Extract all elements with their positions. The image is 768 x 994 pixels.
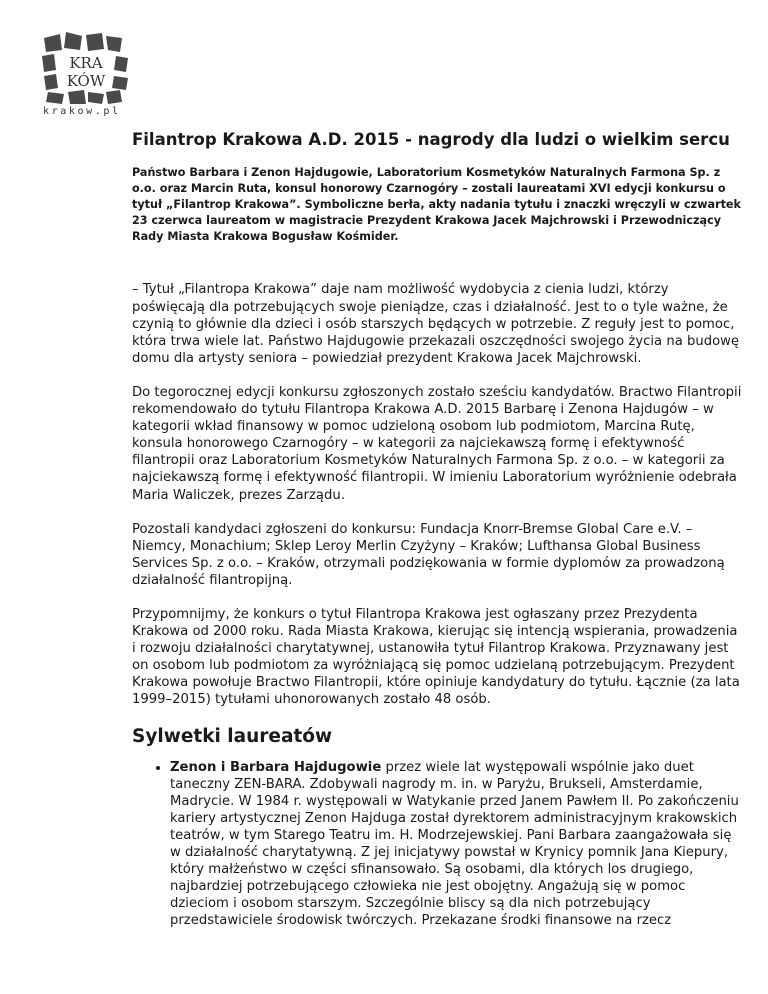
paragraph-1: – Tytuł „Filantropa Krakowa” daje nam możliwość wydobycia z cienia ludzi, którzy poświęcają dla potrzebujących swoje pieniądze, czas i działalność. Jest to o tyle ważne, że czynią to głównie dla dzieci i osób starszych będących w potrzebie. Z reguły jest to pomoc, która trwa wiele lat. Państwo Hajdugowie przekazali oszczędności swojego życia na budowę domu dla artysty seniora – powiedział prezydent Krakowa Jacek Majchrowski.: [132, 282, 740, 366]
article: [132, 130, 744, 929]
article-lead: Państwo Barbara i Zenon Hajdugowie, Laboratorium Kosmetyków Naturalnych Farmona Sp. z o.o. oraz Marcin Ruta, konsul honorowy Czarnogóry – zostali laureatami XVI edycji konkursu o tytuł „Filantrop Krakowa”. Symboliczne berła, akty nadania tytułu i znaczki wręczyli w czwartek 23 czerwca laureatom w magistracie Prezydent Krakowa Jacek Majchrowski i Przewodniczący Rady Miasta Krakowa Bogusław Kośmider.: [132, 166, 741, 244]
logo-line-1: KRA: [69, 54, 103, 72]
paragraph-3: Pozostali kandydaci zgłoszeni do konkursu: Fundacja Knorr-Bremse Global Care e.V. – Niemcy, Monachium; Sklep Leroy Merlin Czyżyny – Kraków; Lufthansa Global Business Services Sp. z o.o. – Kraków, otrzymali podziękowania w formie dyplomów za prowadzoną działalność filantropijną.: [132, 521, 725, 588]
laureate-text: przez wiele lat występowali wspólnie jako duet taneczny ZEN-BARA. Zdobywali nagrody m. in. w Paryżu, Brukseli, Amsterdamie, Madrycie. W 1984 r. występowali w Watykanie przed Janem Pawłem II. Po zakończeniu kariery artystycznej Zenon Hajduga został dyrektorem administracyjnym krakowskich teatrów, w tym Starego Teatru im. H. Modrzejewskiej. Pani Barbara zaangażowała się w działalność charytatywną. Z jej inicjatywy powstał w Krynicy pomnik Jana Kiepury, który małżeństwo w części sfinansowało. Są osobami, dla których los drugiego, najbardziej potrzebującego człowieka nie jest obojętny. Angażują się w pomoc dzieciom i osobom starszym. Szczególnie bliscy są dla nich potrzebujący przedstawiciele środowisk twórczych. Przekazane środki finansowe na rzecz: [170, 759, 739, 929]
section-heading: Sylwetki laureatów: [132, 725, 333, 747]
laureates-list: [132, 759, 744, 930]
paragraph-2: Do tegorocznej edycji konkursu zgłoszonych zostało sześciu kandydatów. Bractwo Filantropii rekomendowało do tytułu Filantropa Krakowa A.D. 2015 Barbarę i Zenona Hajdugów – w kategorii wkład finansowy w pomoc udzieloną osobom lub podmiotom, Marcina Rutę, konsula honorowego Czarnogóry – w kategorii za najciekawszą formę i efektywność filantropii oraz Laboratorium Kosmetyków Naturalnych Farmona Sp. z o.o. – w kategorii za najciekawszą formę i efektywność filantropii. W imieniu Laboratorium wyróżnienie odebrała Maria Waliczek, prezes Zarządu.: [132, 384, 742, 503]
laureate-name: Zenon i Barbara Hajdugowie: [170, 759, 382, 775]
logo-line-2: KÓW: [66, 72, 106, 90]
list-item: [170, 759, 744, 930]
article-title: Filantrop Krakowa A.D. 2015 - nagrody dla ludzi o wielkim sercu: [132, 130, 730, 149]
logo-mark: [40, 30, 132, 106]
logo-url[interactable]: krakow.pl: [43, 106, 121, 117]
paragraph-4: Przypomnijmy, że konkurs o tytuł Filantropa Krakowa jest ogłaszany przez Prezydenta Krakowa od 2000 roku. Rada Miasta Krakowa, kierując się intencją wspierania, prowadzenia i rozwoju działalności charytatywnej, ustanowiła tytuł Filantrop Krakowa. Przyznawany jest on osobom lub podmiotom za wyróżniającą się pomoc udzielaną potrzebującym. Prezydent Krakowa powołuje Bractwo Filantropii, które opiniuje kandydatury do tytułu. Łącznie (za lata 1999–2015) tytułami uhonorowanych zostało 48 osób.: [132, 606, 740, 708]
